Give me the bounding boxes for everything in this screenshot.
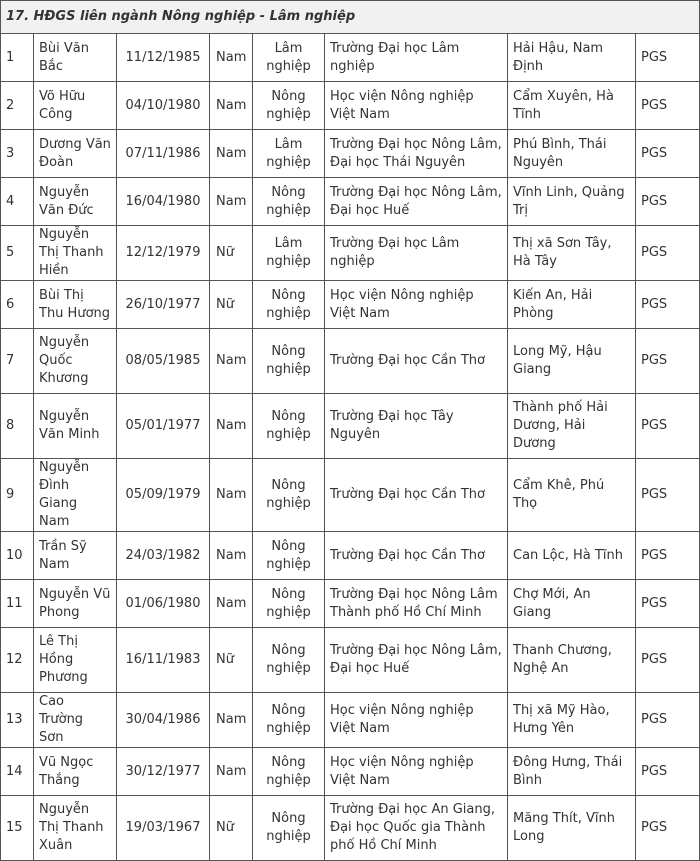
person-name-cell: Vũ Ngọc Thắng xyxy=(34,748,117,796)
academic-title-cell: PGS xyxy=(636,796,700,861)
academic-title-cell: PGS xyxy=(636,178,700,226)
table-row xyxy=(1,796,700,861)
institution-cell: Học viện Nông nghiệp Việt Nam xyxy=(325,82,508,130)
person-name-cell: Nguyễn Đình Giang Nam xyxy=(34,459,117,532)
table-row xyxy=(1,329,700,394)
hometown-cell: Kiến An, Hải Phòng xyxy=(508,281,636,329)
institution-cell: Trường Đại học An Giang, Đại học Quốc gia Thành phố Hồ Chí Minh xyxy=(325,796,508,861)
academic-title-cell: PGS xyxy=(636,34,700,82)
section-title: 17. HĐGS liên ngành Nông nghiệp - Lâm nghiệp xyxy=(1,1,700,34)
academic-title-cell: PGS xyxy=(636,628,700,693)
row-number-cell: 4 xyxy=(1,178,34,226)
institution-cell: Trường Đại học Nông Lâm, Đại học Huế xyxy=(325,628,508,693)
date-of-birth-cell: 19/03/1967 xyxy=(117,796,210,861)
field-cell: Lâm nghiệp xyxy=(253,130,325,178)
date-of-birth-cell: 11/12/1985 xyxy=(117,34,210,82)
date-of-birth-cell: 12/12/1979 xyxy=(117,226,210,281)
date-of-birth-cell: 05/09/1979 xyxy=(117,459,210,532)
institution-cell: Trường Đại học Cần Thơ xyxy=(325,329,508,394)
person-name-cell: Cao Trường Sơn xyxy=(34,693,117,748)
gender-cell: Nam xyxy=(210,459,253,532)
academic-title-cell: PGS xyxy=(636,130,700,178)
date-of-birth-cell: 24/03/1982 xyxy=(117,532,210,580)
hometown-cell: Chợ Mới, An Giang xyxy=(508,580,636,628)
academic-title-cell: PGS xyxy=(636,580,700,628)
date-of-birth-cell: 26/10/1977 xyxy=(117,281,210,329)
institution-cell: Trường Đại học Nông Lâm, Đại học Thái Nguyên xyxy=(325,130,508,178)
row-number-cell: 7 xyxy=(1,329,34,394)
gender-cell: Nam xyxy=(210,130,253,178)
table-row xyxy=(1,693,700,748)
institution-cell: Trường Đại học Lâm nghiệp xyxy=(325,226,508,281)
gender-cell: Nam xyxy=(210,394,253,459)
field-cell: Nông nghiệp xyxy=(253,532,325,580)
hometown-cell: Hải Hậu, Nam Định xyxy=(508,34,636,82)
date-of-birth-cell: 01/06/1980 xyxy=(117,580,210,628)
row-number-cell: 15 xyxy=(1,796,34,861)
academic-title-cell: PGS xyxy=(636,748,700,796)
person-name-cell: Nguyễn Thị Thanh Hiền xyxy=(34,226,117,281)
institution-cell: Trường Đại học Cần Thơ xyxy=(325,532,508,580)
hometown-cell: Long Mỹ, Hậu Giang xyxy=(508,329,636,394)
field-cell: Nông nghiệp xyxy=(253,178,325,226)
field-cell: Nông nghiệp xyxy=(253,394,325,459)
table-row xyxy=(1,394,700,459)
field-cell: Nông nghiệp xyxy=(253,693,325,748)
table-row xyxy=(1,459,700,532)
row-number-cell: 6 xyxy=(1,281,34,329)
row-number-cell: 12 xyxy=(1,628,34,693)
institution-cell: Học viện Nông nghiệp Việt Nam xyxy=(325,748,508,796)
institution-cell: Học viện Nông nghiệp Việt Nam xyxy=(325,693,508,748)
hometown-cell: Thành phố Hải Dương, Hải Dương xyxy=(508,394,636,459)
table-row xyxy=(1,34,700,82)
date-of-birth-cell: 07/11/1986 xyxy=(117,130,210,178)
date-of-birth-cell: 16/04/1980 xyxy=(117,178,210,226)
person-name-cell: Nguyễn Văn Minh xyxy=(34,394,117,459)
person-name-cell: Nguyễn Thị Thanh Xuân xyxy=(34,796,117,861)
field-cell: Nông nghiệp xyxy=(253,796,325,861)
row-number-cell: 13 xyxy=(1,693,34,748)
person-name-cell: Nguyễn Vũ Phong xyxy=(34,580,117,628)
institution-cell: Trường Đại học Cần Thơ xyxy=(325,459,508,532)
gender-cell: Nam xyxy=(210,693,253,748)
section-header-row xyxy=(1,1,700,34)
gender-cell: Nữ xyxy=(210,281,253,329)
table-row xyxy=(1,178,700,226)
row-number-cell: 10 xyxy=(1,532,34,580)
academic-title-cell: PGS xyxy=(636,82,700,130)
hometown-cell: Cẩm Xuyên, Hà Tĩnh xyxy=(508,82,636,130)
date-of-birth-cell: 04/10/1980 xyxy=(117,82,210,130)
gender-cell: Nữ xyxy=(210,628,253,693)
field-cell: Nông nghiệp xyxy=(253,329,325,394)
date-of-birth-cell: 30/12/1977 xyxy=(117,748,210,796)
hometown-cell: Đông Hưng, Thái Bình xyxy=(508,748,636,796)
gender-cell: Nữ xyxy=(210,796,253,861)
hometown-cell: Can Lộc, Hà Tĩnh xyxy=(508,532,636,580)
person-name-cell: Dương Văn Đoàn xyxy=(34,130,117,178)
date-of-birth-cell: 05/01/1977 xyxy=(117,394,210,459)
field-cell: Nông nghiệp xyxy=(253,580,325,628)
hometown-cell: Thị xã Sơn Tây, Hà Tây xyxy=(508,226,636,281)
table-row xyxy=(1,281,700,329)
field-cell: Nông nghiệp xyxy=(253,82,325,130)
row-number-cell: 3 xyxy=(1,130,34,178)
field-cell: Lâm nghiệp xyxy=(253,226,325,281)
hometown-cell: Thanh Chương, Nghệ An xyxy=(508,628,636,693)
gender-cell: Nam xyxy=(210,82,253,130)
gender-cell: Nam xyxy=(210,34,253,82)
row-number-cell: 2 xyxy=(1,82,34,130)
row-number-cell: 8 xyxy=(1,394,34,459)
person-name-cell: Nguyễn Văn Đức xyxy=(34,178,117,226)
person-name-cell: Nguyễn Quốc Khương xyxy=(34,329,117,394)
row-number-cell: 5 xyxy=(1,226,34,281)
gender-cell: Nam xyxy=(210,329,253,394)
hometown-cell: Thị xã Mỹ Hào, Hưng Yên xyxy=(508,693,636,748)
academic-title-cell: PGS xyxy=(636,693,700,748)
person-name-cell: Võ Hữu Công xyxy=(34,82,117,130)
field-cell: Lâm nghiệp xyxy=(253,34,325,82)
row-number-cell: 1 xyxy=(1,34,34,82)
academic-title-cell: PGS xyxy=(636,226,700,281)
table-row xyxy=(1,82,700,130)
hometown-cell: Cẩm Khê, Phú Thọ xyxy=(508,459,636,532)
table-row xyxy=(1,130,700,178)
academic-title-cell: PGS xyxy=(636,532,700,580)
table-row xyxy=(1,532,700,580)
person-name-cell: Bùi Văn Bắc xyxy=(34,34,117,82)
institution-cell: Trường Đại học Lâm nghiệp xyxy=(325,34,508,82)
gender-cell: Nam xyxy=(210,748,253,796)
institution-cell: Trường Đại học Nông Lâm Thành phố Hồ Chí Minh xyxy=(325,580,508,628)
institution-cell: Trường Đại học Nông Lâm, Đại học Huế xyxy=(325,178,508,226)
table-row xyxy=(1,628,700,693)
field-cell: Nông nghiệp xyxy=(253,459,325,532)
field-cell: Nông nghiệp xyxy=(253,748,325,796)
institution-cell: Trường Đại học Tây Nguyên xyxy=(325,394,508,459)
hometown-cell: Vĩnh Linh, Quảng Trị xyxy=(508,178,636,226)
gender-cell: Nam xyxy=(210,178,253,226)
institution-cell: Học viện Nông nghiệp Việt Nam xyxy=(325,281,508,329)
academic-title-cell: PGS xyxy=(636,329,700,394)
gender-cell: Nam xyxy=(210,580,253,628)
gender-cell: Nữ xyxy=(210,226,253,281)
row-number-cell: 11 xyxy=(1,580,34,628)
row-number-cell: 14 xyxy=(1,748,34,796)
academic-title-cell: PGS xyxy=(636,281,700,329)
date-of-birth-cell: 30/04/1986 xyxy=(117,693,210,748)
date-of-birth-cell: 16/11/1983 xyxy=(117,628,210,693)
academic-title-cell: PGS xyxy=(636,459,700,532)
hometown-cell: Măng Thít, Vĩnh Long xyxy=(508,796,636,861)
field-cell: Nông nghiệp xyxy=(253,628,325,693)
table-row xyxy=(1,748,700,796)
academic-title-cell: PGS xyxy=(636,394,700,459)
hometown-cell: Phú Bình, Thái Nguyên xyxy=(508,130,636,178)
table-row xyxy=(1,580,700,628)
row-number-cell: 9 xyxy=(1,459,34,532)
gender-cell: Nam xyxy=(210,532,253,580)
person-name-cell: Trần Sỹ Nam xyxy=(34,532,117,580)
person-name-cell: Bùi Thị Thu Hương xyxy=(34,281,117,329)
field-cell: Nông nghiệp xyxy=(253,281,325,329)
table-row xyxy=(1,226,700,281)
date-of-birth-cell: 08/05/1985 xyxy=(117,329,210,394)
person-name-cell: Lê Thị Hồng Phương xyxy=(34,628,117,693)
